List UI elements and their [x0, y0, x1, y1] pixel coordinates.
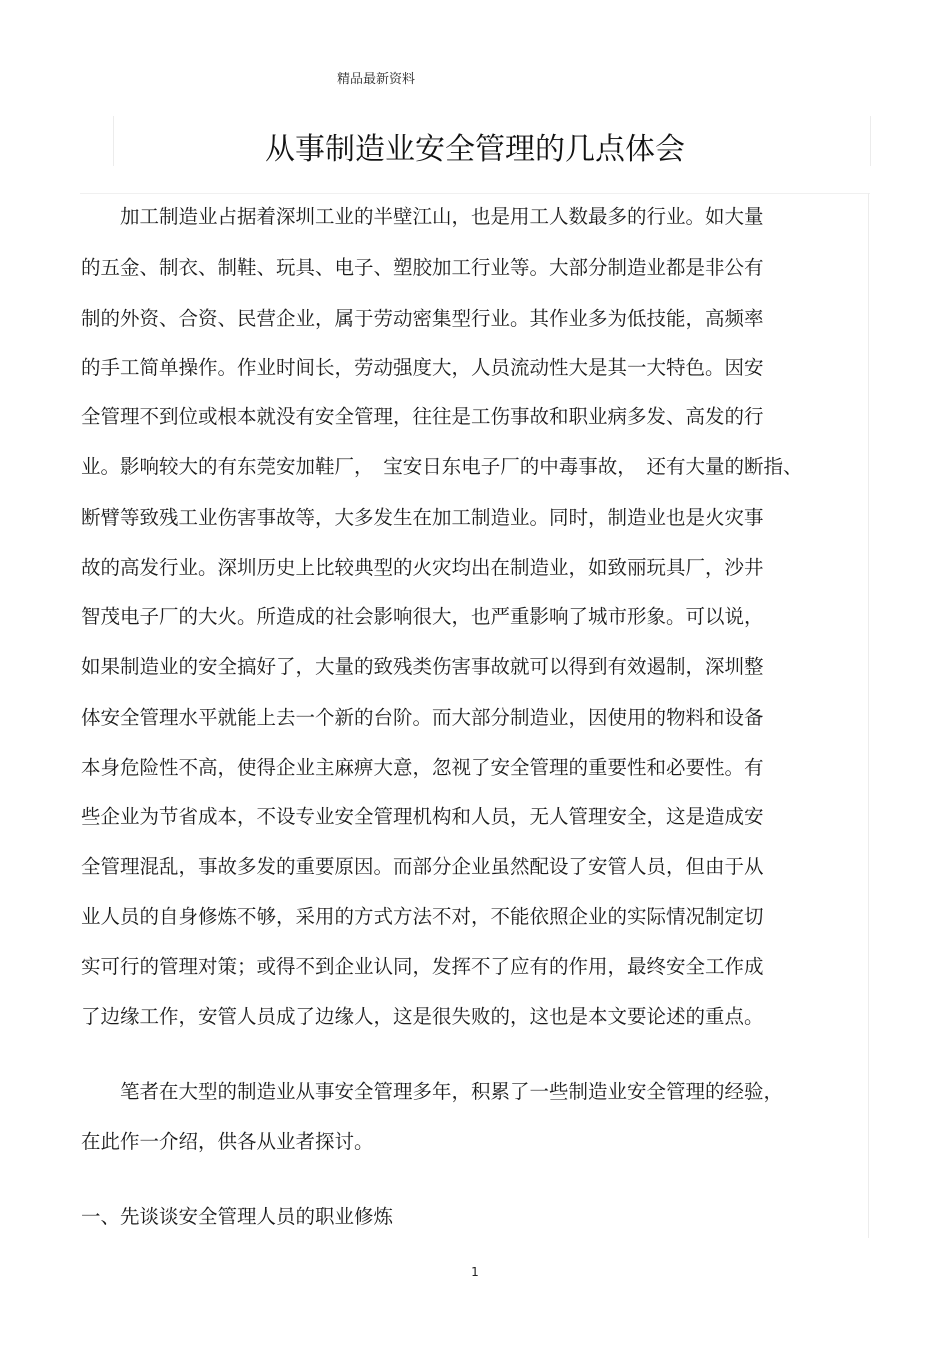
paragraph-line: 实可行的管理对策；或得不到企业认同，发挥不了应有的作用，最终安全工作成 — [81, 955, 764, 978]
paragraph-line: 笔者在大型的制造业从事安全管理多年，积累了一些制造业安全管理的经验， — [120, 1080, 784, 1103]
paragraph-line: 业。影响较大的有东莞安加鞋厂， 宝安日东电子厂的中毒事故， 还有大量的断指、 — [81, 455, 803, 478]
document-title: 从事制造业安全管理的几点体会 — [265, 132, 685, 167]
paragraph-line: 智茂电子厂的大火。所造成的社会影响很大，也严重影响了城市形象。可以说， — [81, 605, 764, 628]
paragraph-line: 加工制造业占据着深圳工业的半壁江山，也是用工人数最多的行业。如大量 — [120, 205, 764, 228]
paragraph-line: 故的高发行业。深圳历史上比较典型的火灾均出在制造业，如致丽玩具厂，沙井 — [81, 556, 764, 579]
right-margin-rule — [868, 193, 869, 1238]
header-note: 精品最新资料 — [337, 72, 416, 87]
paragraph-line: 的五金、制衣、制鞋、玩具、电子、塑胶加工行业等。大部分制造业都是非公有 — [81, 256, 764, 279]
paragraph-line: 业人员的自身修炼不够，采用的方式方法不对，不能依照企业的实际情况制定切 — [81, 905, 764, 928]
paragraph-line: 了边缘工作，安管人员成了边缘人，这是很失败的，这也是本文要论述的重点。 — [81, 1005, 764, 1028]
title-divider — [80, 193, 870, 194]
paragraph-line: 全管理不到位或根本就没有安全管理，往往是工伤事故和职业病多发、高发的行 — [81, 405, 764, 428]
paragraph-line: 制的外资、合资、民营企业，属于劳动密集型行业。其作业多为低技能，高频率 — [81, 307, 764, 330]
paragraph-line: 在此作一介绍，供各从业者探讨。 — [81, 1130, 374, 1153]
paragraph-line: 体安全管理水平就能上去一个新的台阶。而大部分制造业，因使用的物料和设备 — [81, 706, 764, 729]
paragraph-line: 本身危险性不高，使得企业主麻痹大意，忽视了安全管理的重要性和必要性。有 — [81, 756, 764, 779]
paragraph-line: 些企业为节省成本，不设专业安全管理机构和人员，无人管理安全，这是造成安 — [81, 805, 764, 828]
paragraph-line: 断臂等致残工业伤害事故等，大多发生在加工制造业。同时，制造业也是火灾事 — [81, 506, 764, 529]
page-number: 1 — [471, 1265, 479, 1279]
paragraph-line: 如果制造业的安全搞好了，大量的致残类伤害事故就可以得到有效遏制，深圳整 — [81, 655, 764, 678]
paragraph-line: 的手工简单操作。作业时间长，劳动强度大，人员流动性大是其一大特色。因安 — [81, 356, 764, 379]
section-heading: 一、先谈谈安全管理人员的职业修炼 — [81, 1205, 394, 1228]
paragraph-line: 全管理混乱，事故多发的重要原因。而部分企业虽然配设了安管人员，但由于从 — [81, 855, 764, 878]
